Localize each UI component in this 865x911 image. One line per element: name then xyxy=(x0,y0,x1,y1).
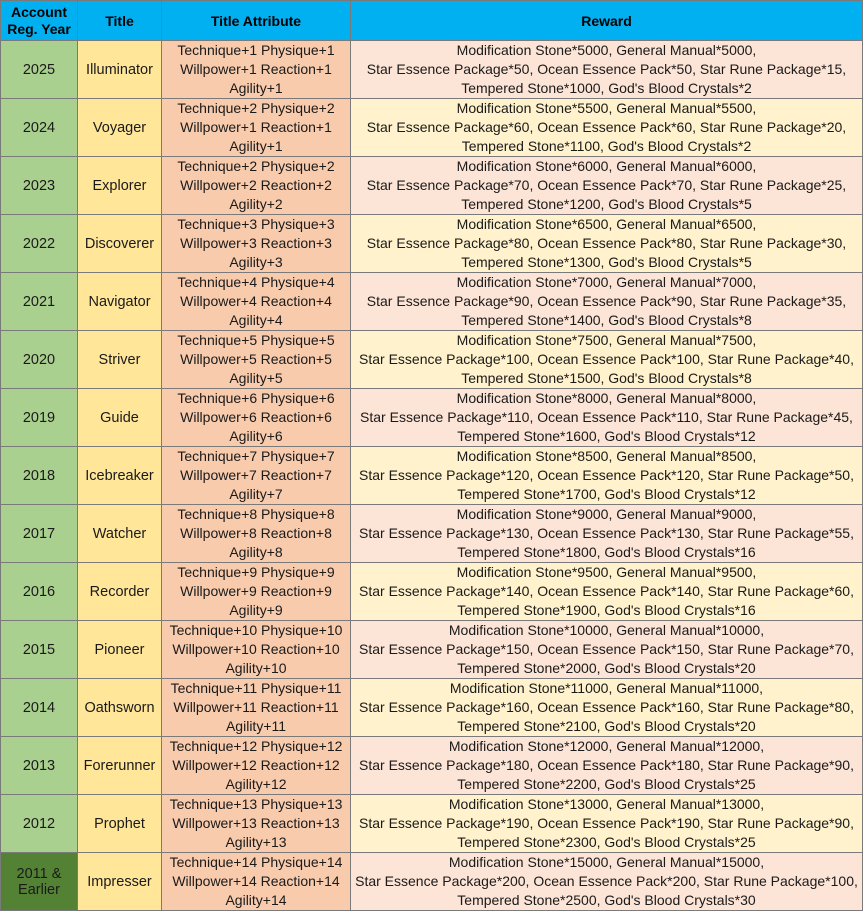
attr-line: Willpower+2 Reaction+2 xyxy=(180,177,332,193)
reward-line: Modification Stone*7000, General Manual*7000, xyxy=(456,274,757,290)
cell-reg-year: 2017 xyxy=(1,505,78,563)
cell-reg-year: 2025 xyxy=(1,41,78,99)
reward-line: Modification Stone*5500, General Manual*5500, xyxy=(456,100,757,116)
reward-line: Modification Stone*6000, General Manual*6000, xyxy=(456,158,757,174)
cell-reg-year: 2021 xyxy=(1,273,78,331)
attr-line: Willpower+7 Reaction+7 xyxy=(180,467,332,483)
attr-line: Agility+8 xyxy=(229,544,283,560)
reward-line: Star Essence Package*200, Ocean Essence Pack*200, Star Rune Package*100, xyxy=(355,873,858,889)
attr-line: Technique+2 Physique+2 xyxy=(177,158,335,174)
cell-title: Prophet xyxy=(78,795,162,853)
cell-reward xyxy=(351,331,863,389)
table-row xyxy=(1,853,863,911)
cell-reward xyxy=(351,737,863,795)
cell-reward xyxy=(351,447,863,505)
attr-line: Willpower+12 Reaction+12 xyxy=(172,757,340,773)
reward-line: Modification Stone*9500, General Manual*9500, xyxy=(456,564,757,580)
attr-line: Agility+2 xyxy=(229,196,283,212)
table-row xyxy=(1,389,863,447)
cell-title: Watcher xyxy=(78,505,162,563)
table-row xyxy=(1,795,863,853)
cell-title-attribute xyxy=(162,273,351,331)
cell-title-attribute xyxy=(162,215,351,273)
attr-line: Technique+9 Physique+9 xyxy=(177,564,335,580)
cell-title-attribute xyxy=(162,389,351,447)
cell-title: Striver xyxy=(78,331,162,389)
table-row xyxy=(1,563,863,621)
table-row xyxy=(1,621,863,679)
reward-line: Modification Stone*13000, General Manual*13000, xyxy=(448,796,765,812)
reward-line: Star Essence Package*50, Ocean Essence Pack*50, Star Rune Package*15, xyxy=(366,61,847,77)
reward-line: Tempered Stone*1300, God's Blood Crystals*5 xyxy=(461,254,752,270)
cell-reg-year: 2018 xyxy=(1,447,78,505)
reward-line: Tempered Stone*2500, God's Blood Crystals*30 xyxy=(457,892,756,908)
cell-reward xyxy=(351,505,863,563)
header-title-attribute: Title Attribute xyxy=(162,1,351,41)
attr-line: Agility+14 xyxy=(225,892,287,908)
attr-line: Agility+6 xyxy=(229,428,283,444)
attr-line: Willpower+4 Reaction+4 xyxy=(180,293,332,309)
reward-line: Star Essence Package*180, Ocean Essence Pack*180, Star Rune Package*90, xyxy=(359,757,854,773)
reward-line: Modification Stone*8000, General Manual*8000, xyxy=(456,390,757,406)
reward-line: Star Essence Package*190, Ocean Essence Pack*190, Star Rune Package*90, xyxy=(359,815,854,831)
cell-title-attribute xyxy=(162,795,351,853)
attr-line: Agility+9 xyxy=(229,602,283,618)
table-row xyxy=(1,447,863,505)
attr-line: Willpower+11 Reaction+11 xyxy=(173,699,339,715)
reward-line: Modification Stone*5000, General Manual*5000, xyxy=(456,42,757,58)
cell-title-attribute xyxy=(162,447,351,505)
reward-line: Tempered Stone*1900, God's Blood Crystals*16 xyxy=(457,602,756,618)
reward-line: Tempered Stone*1500, God's Blood Crystals*8 xyxy=(461,370,752,386)
reward-line: Star Essence Package*70, Ocean Essence Pack*70, Star Rune Package*25, xyxy=(366,177,847,193)
table-row xyxy=(1,215,863,273)
cell-reg-year: 2020 xyxy=(1,331,78,389)
attr-line: Willpower+1 Reaction+1 xyxy=(180,61,332,77)
reward-line: Modification Stone*7500, General Manual*7500, xyxy=(456,332,757,348)
attr-line: Technique+11 Physique+11 xyxy=(170,680,342,696)
attr-line: Willpower+1 Reaction+1 xyxy=(180,119,332,135)
cell-reg-year: 2019 xyxy=(1,389,78,447)
table-row xyxy=(1,273,863,331)
header-reward: Reward xyxy=(351,1,863,41)
cell-title-attribute xyxy=(162,99,351,157)
cell-title: Guide xyxy=(78,389,162,447)
attr-line: Willpower+13 Reaction+13 xyxy=(172,815,340,831)
cell-title-attribute xyxy=(162,505,351,563)
cell-reg-year: 2024 xyxy=(1,99,78,157)
cell-title: Voyager xyxy=(78,99,162,157)
cell-reward xyxy=(351,621,863,679)
attr-line: Technique+14 Physique+14 xyxy=(169,854,343,870)
reward-line: Tempered Stone*1200, God's Blood Crystals*5 xyxy=(461,196,752,212)
attr-line: Technique+3 Physique+3 xyxy=(177,216,335,232)
reward-line: Tempered Stone*1600, God's Blood Crystals*12 xyxy=(457,428,756,444)
reward-line: Star Essence Package*160, Ocean Essence Pack*160, Star Rune Package*80, xyxy=(359,699,854,715)
attr-line: Technique+6 Physique+6 xyxy=(177,390,335,406)
attr-line: Agility+3 xyxy=(229,254,283,270)
table-row xyxy=(1,737,863,795)
attr-line: Technique+13 Physique+13 xyxy=(169,796,343,812)
reward-line: Tempered Stone*1700, God's Blood Crystals*12 xyxy=(457,486,756,502)
cell-reg-year: 2011 & Earlier xyxy=(1,853,78,911)
reward-line: Tempered Stone*1800, God's Blood Crystals*16 xyxy=(457,544,756,560)
cell-title: Navigator xyxy=(78,273,162,331)
cell-title: Explorer xyxy=(78,157,162,215)
reward-line: Tempered Stone*2100, God's Blood Crystals*20 xyxy=(457,718,756,734)
cell-reg-year: 2014 xyxy=(1,679,78,737)
cell-title: Discoverer xyxy=(78,215,162,273)
table-body xyxy=(1,41,863,911)
reward-line: Tempered Stone*2200, God's Blood Crystals*25 xyxy=(457,776,756,792)
reward-line: Star Essence Package*130, Ocean Essence Pack*130, Star Rune Package*55, xyxy=(359,525,854,541)
reward-line: Modification Stone*9000, General Manual*9000, xyxy=(456,506,757,522)
attr-line: Agility+4 xyxy=(229,312,283,328)
reward-line: Star Essence Package*110, Ocean Essence Pack*110, Star Rune Package*45, xyxy=(360,409,853,425)
reward-line: Tempered Stone*2300, God's Blood Crystals*25 xyxy=(457,834,756,850)
attr-line: Agility+10 xyxy=(225,660,287,676)
cell-reward xyxy=(351,853,863,911)
cell-title: Impresser xyxy=(78,853,162,911)
cell-title: Illuminator xyxy=(78,41,162,99)
attr-line: Willpower+3 Reaction+3 xyxy=(180,235,332,251)
attr-line: Agility+13 xyxy=(225,834,287,850)
cell-title-attribute xyxy=(162,41,351,99)
reward-line: Modification Stone*12000, General Manual*12000, xyxy=(448,738,765,754)
attr-line: Technique+1 Physique+1 xyxy=(177,42,335,58)
header-title: Title xyxy=(78,1,162,41)
reward-line: Star Essence Package*90, Ocean Essence Pack*90, Star Rune Package*35, xyxy=(366,293,847,309)
attr-line: Agility+7 xyxy=(229,486,283,502)
table-row xyxy=(1,505,863,563)
attr-line: Willpower+10 Reaction+10 xyxy=(172,641,340,657)
header-row xyxy=(1,1,863,41)
cell-title-attribute xyxy=(162,737,351,795)
table-row xyxy=(1,99,863,157)
header-reg-year: Account Reg. Year xyxy=(1,1,78,41)
cell-title-attribute xyxy=(162,331,351,389)
reward-line: Modification Stone*6500, General Manual*6500, xyxy=(456,216,757,232)
reward-line: Tempered Stone*2000, God's Blood Crystals*20 xyxy=(457,660,756,676)
reward-line: Modification Stone*15000, General Manual*15000, xyxy=(448,854,765,870)
cell-title-attribute xyxy=(162,621,351,679)
cell-reg-year: 2022 xyxy=(1,215,78,273)
cell-reward xyxy=(351,157,863,215)
attr-line: Technique+7 Physique+7 xyxy=(177,448,335,464)
attr-line: Technique+2 Physique+2 xyxy=(177,100,335,116)
reward-line: Star Essence Package*60, Ocean Essence Pack*60, Star Rune Package*20, xyxy=(366,119,847,135)
cell-reward xyxy=(351,41,863,99)
cell-reg-year: 2012 xyxy=(1,795,78,853)
cell-reward xyxy=(351,795,863,853)
attr-line: Agility+5 xyxy=(229,370,283,386)
cell-title-attribute xyxy=(162,679,351,737)
cell-title: Oathsworn xyxy=(78,679,162,737)
attr-line: Willpower+8 Reaction+8 xyxy=(180,525,332,541)
attr-line: Technique+4 Physique+4 xyxy=(177,274,335,290)
attr-line: Willpower+5 Reaction+5 xyxy=(180,351,332,367)
attr-line: Technique+12 Physique+12 xyxy=(169,738,343,754)
cell-reg-year: 2015 xyxy=(1,621,78,679)
reward-line: Star Essence Package*120, Ocean Essence Pack*120, Star Rune Package*50, xyxy=(359,467,854,483)
cell-reward xyxy=(351,389,863,447)
table-row xyxy=(1,41,863,99)
table-row xyxy=(1,157,863,215)
cell-reg-year: 2016 xyxy=(1,563,78,621)
attr-line: Willpower+14 Reaction+14 xyxy=(172,873,340,889)
cell-title-attribute xyxy=(162,563,351,621)
reward-line: Star Essence Package*80, Ocean Essence Pack*80, Star Rune Package*30, xyxy=(366,235,847,251)
attr-line: Agility+1 xyxy=(229,80,283,96)
cell-reg-year: 2023 xyxy=(1,157,78,215)
cell-reward xyxy=(351,215,863,273)
attr-line: Willpower+6 Reaction+6 xyxy=(180,409,332,425)
attr-line: Technique+10 Physique+10 xyxy=(169,622,343,638)
attr-line: Technique+5 Physique+5 xyxy=(177,332,335,348)
reward-line: Tempered Stone*1400, God's Blood Crystals*8 xyxy=(461,312,752,328)
cell-reg-year: 2013 xyxy=(1,737,78,795)
cell-reward xyxy=(351,679,863,737)
table-row xyxy=(1,679,863,737)
cell-reward xyxy=(351,273,863,331)
cell-title-attribute xyxy=(162,853,351,911)
reward-line: Star Essence Package*100, Ocean Essence Pack*100, Star Rune Package*40, xyxy=(359,351,854,367)
reward-line: Star Essence Package*150, Ocean Essence Pack*150, Star Rune Package*70, xyxy=(359,641,854,657)
reward-line: Modification Stone*10000, General Manual*10000, xyxy=(448,622,765,638)
attr-line: Agility+12 xyxy=(225,776,287,792)
attr-line: Willpower+9 Reaction+9 xyxy=(180,583,332,599)
attr-line: Agility+11 xyxy=(225,718,287,734)
cell-title: Recorder xyxy=(78,563,162,621)
cell-title: Forerunner xyxy=(78,737,162,795)
reward-line: Modification Stone*8500, General Manual*8500, xyxy=(456,448,757,464)
cell-title: Pioneer xyxy=(78,621,162,679)
reward-line: Tempered Stone*1100, God's Blood Crystals*2 xyxy=(461,138,752,154)
reward-line: Star Essence Package*140, Ocean Essence Pack*140, Star Rune Package*60, xyxy=(359,583,854,599)
cell-title-attribute xyxy=(162,157,351,215)
reward-line: Modification Stone*11000, General Manual*11000, xyxy=(449,680,764,696)
attr-line: Agility+1 xyxy=(229,138,283,154)
reward-line: Tempered Stone*1000, God's Blood Crystals*2 xyxy=(461,80,752,96)
cell-title: Icebreaker xyxy=(78,447,162,505)
cell-reward xyxy=(351,99,863,157)
table-row xyxy=(1,331,863,389)
attr-line: Technique+8 Physique+8 xyxy=(177,506,335,522)
cell-reward xyxy=(351,563,863,621)
